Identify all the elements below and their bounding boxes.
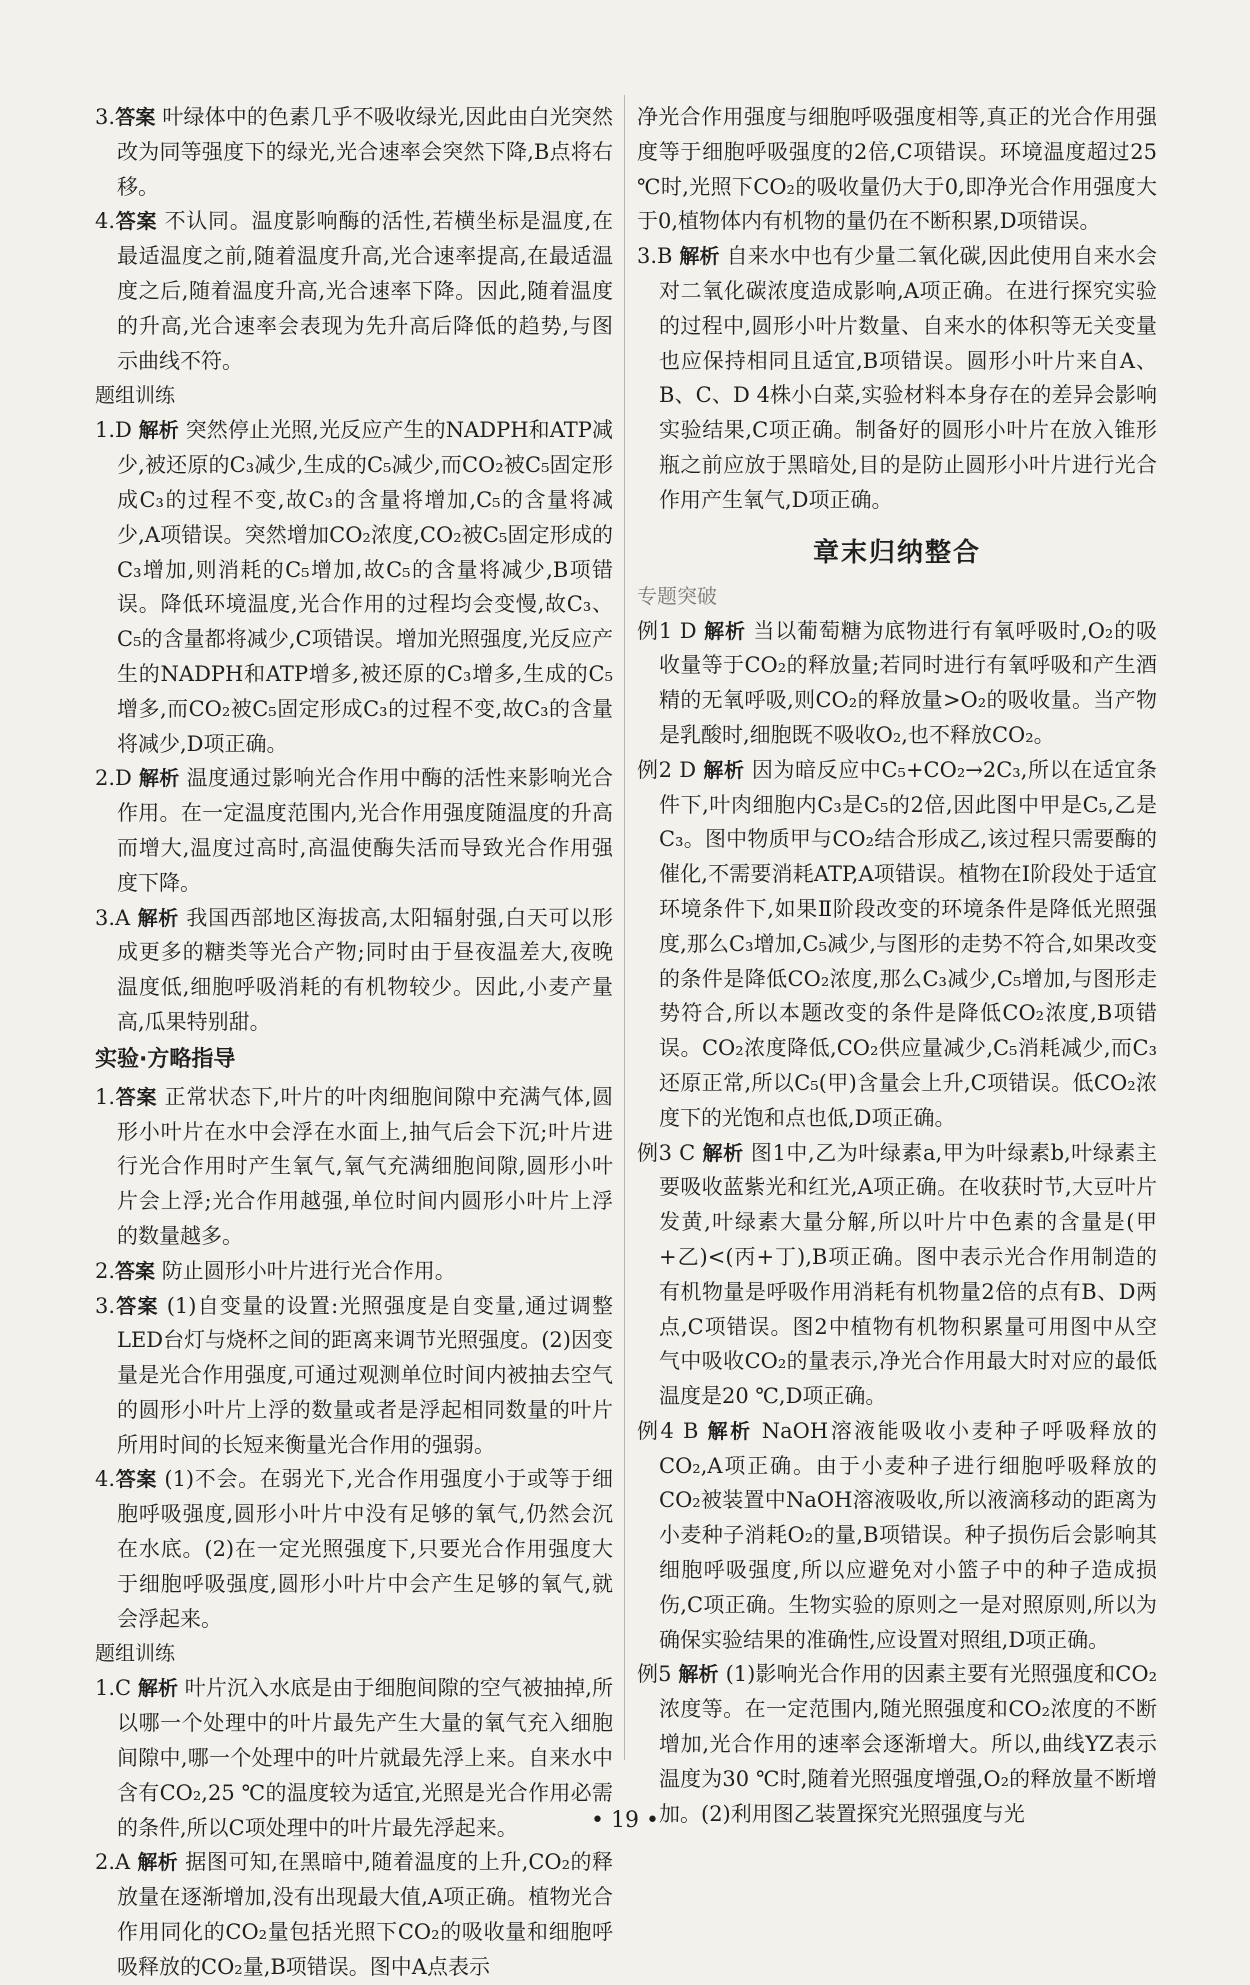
column-divider: [624, 95, 625, 1760]
analysis-label: 解析: [678, 1662, 719, 1687]
analysis-label: 解析: [137, 905, 180, 930]
answer-item: [95, 204, 613, 378]
example-item: [637, 614, 1157, 753]
chapter-title: 章末归纳整合: [812, 537, 981, 568]
example-number: 例4 B: [637, 1418, 699, 1443]
item-text: 据图可知,在黑暗中,随着温度的上升,CO₂的释放量在逐渐增加,没有出现最大值,A项正确。植物光合作用同化的CO₂量包括光照下CO₂的吸收量和细胞呼吸释放的CO₂量,B项错误。图中A点表示: [117, 1850, 613, 1979]
item-number: 2.: [95, 1258, 116, 1283]
answer-item: [95, 761, 613, 900]
analysis-label: 解析: [703, 757, 745, 782]
right-column: [637, 100, 1157, 1831]
answer-label: 答案: [115, 1467, 158, 1492]
answer-label: 答案: [115, 1293, 159, 1318]
item-number: 1.C: [95, 1676, 132, 1701]
group-training-heading: 题组训练: [95, 383, 175, 408]
item-text: 温度通过影响光合作用中酶的活性来影响光合作用。在一定温度范围内,光合作用强度随温度的升高而增大,温度过高时,高温使酶失活而导致光合作用强度下降。: [117, 766, 613, 895]
item-text: 叶片沉入水底是由于细胞间隙的空气被抽掉,所以哪一个处理中的叶片最先产生大量的氧气充入细胞间隙中,哪一个处理中的叶片就最先浮上来。自来水中含有CO₂,25 ℃的温度较为适宜,光照是光合作用必需的条件,所以C项处理中的叶片最先浮起来。: [117, 1676, 613, 1840]
item-number: 2.A: [95, 1850, 131, 1875]
item-number: 3.A: [95, 905, 131, 930]
example-item: [637, 1414, 1157, 1658]
experiment-heading: 实验·方略指导: [95, 1046, 236, 1072]
answer-item: [95, 1462, 613, 1636]
answer-item: [95, 1289, 613, 1463]
item-number: 3.: [95, 105, 116, 129]
item-number: 4.: [95, 209, 116, 234]
item-text: 因为暗反应中C₅+CO₂→2C₃,所以在适宜条件下,叶肉细胞内C₃是C₅的2倍,因此图中甲是C₅,乙是C₃。图中物质甲与CO₂结合形成乙,该过程只需要酶的催化,不需要消耗ATP,A项错误。植物在Ⅰ阶段处于适宜环境条件下,如果Ⅱ阶段改变的环境条件是降低光照强度,那么C₃增加,C₅减少,与图形的走势不符合,如果改变的条件是降低CO₂浓度,那么C₃减少,C₅增加,与图形走势符合,所以本题改变的条件是降低CO₂浓度,B项错误。CO₂浓度降低,CO₂供应量减少,C₅消耗减少,而C₃还原正常,所以C₅(甲)含量会上升,C项错误。低CO₂浓度下的光饱和点也低,D项正确。: [659, 757, 1157, 1130]
item-text: (1)不会。在弱光下,光合作用强度小于或等于细胞呼吸强度,圆形小叶片中没有足够的氧气,仍然会沉在水底。(2)在一定光照强度下,只要光合作用强度大于细胞呼吸强度,圆形小叶片中会产生足够的氧气,就会浮起来。: [117, 1467, 613, 1631]
item-number: 1.: [95, 1084, 116, 1109]
answer-item: [95, 1254, 613, 1289]
item-text: (1)自变量的设置:光照强度是自变量,通过调整LED台灯与烧杯之间的距离来调节光照强度。(2)因变量是光合作用强度,可通过观测单位时间内被抽去空气的圆形小叶片上浮的数量或者是浮起相同数量的叶片所用时间的长短来衡量光合作用的强弱。: [117, 1293, 614, 1457]
item-text: NaOH溶液能吸收小麦种子呼吸释放的CO₂,A项正确。由于小麦种子进行细胞呼吸释放的CO₂被装置中NaOH溶液吸收,所以液滴移动的距离为小麦种子消耗O₂的量,B项错误。种子损伤后会影响其细胞呼吸强度,所以应避免对小篮子中的种子造成损伤,C项正确。生物实验的原则之一是对照原则,所以为确保实验结果的准确性,应设置对照组,D项正确。: [659, 1418, 1158, 1652]
example-number: 例1 D: [637, 618, 697, 643]
analysis-label: 解析: [707, 1418, 753, 1443]
analysis-label: 解析: [137, 1850, 179, 1875]
example-item: [637, 753, 1157, 1136]
answer-label: 答案: [115, 1258, 156, 1283]
page-number: • 19 •: [591, 1808, 659, 1833]
answer-item: [95, 901, 613, 1040]
topic-heading: 专题突破: [637, 583, 717, 608]
left-column: [95, 100, 613, 1985]
analysis-label: 解析: [702, 1140, 744, 1165]
item-text: 自来水中也有少量二氧化碳,因此使用自来水会对二氧化碳浓度造成影响,A项正确。在进行探究实验的过程中,圆形小叶片数量、自来水的体积等无关变量也应保持相同且适宜,B项错误。圆形小叶片来自A、B、C、D 4株小白菜,实验材料本身存在的差异会影响实验结果,C项正确。制备好的圆形小叶片在放入锥形瓶之前应放于黑暗处,目的是防止圆形小叶片进行光合作用产生氧气,D项正确。: [659, 244, 1157, 512]
item-text: 不认同。温度影响酶的活性,若横坐标是温度,在最适温度之前,随着温度升高,光合速率提高,在最适温度之后,随着温度升高,光合速率下降。因此,随着温度的升高,光合速率会表现为先升高后降低的趋势,与图示曲线不符。: [117, 209, 613, 373]
item-text: 当以葡萄糖为底物进行有氧呼吸时,O₂的吸收量等于CO₂的释放量;若同时进行有氧呼吸和产生酒精的无氧呼吸,则CO₂的释放量>O₂的吸收量。当产物是乳酸时,细胞既不吸收O₂,也不释放CO₂。: [659, 618, 1158, 747]
analysis-label: 解析: [679, 244, 720, 269]
answer-label: 答案: [115, 209, 158, 234]
item-text: 图1中,乙为叶绿素a,甲为叶绿素b,叶绿素主要吸收蓝紫光和红光,A项正确。在收获时节,大豆叶片发黄,叶绿素大量分解,所以叶片中色素的含量是(甲+乙)<(丙+丁),B项正确。图中表示光合作用制造的有机物量是呼吸作用消耗有机物量2倍的点有B、D两点,C项错误。图2中植物有机物积累量可用图中从空气中吸收CO₂的量表示,净光合作用最大时对应的最低温度是20 ℃,D项正确。: [659, 1140, 1157, 1409]
group-training-heading: 题组训练: [95, 1641, 175, 1666]
item-text: 防止圆形小叶片进行光合作用。: [161, 1258, 456, 1283]
item-number: 1.D: [95, 418, 132, 443]
analysis-label: 解析: [704, 618, 746, 643]
continued-text: 净光合作用强度与细胞呼吸强度相等,真正的光合作用强度等于细胞呼吸强度的2倍,C项错误。环境温度超过25 ℃时,光照下CO₂的吸收量仍大于0,即净光合作用强度大于0,植物体内有机物的量仍在不断积累,D项错误。: [637, 105, 1157, 234]
item-text: 叶绿体中的色素几乎不吸收绿光,因此由白光突然改为同等强度下的绿光,光合速率会突然下降,B点将右移。: [117, 105, 613, 199]
item-number: 3.B: [637, 244, 673, 269]
item-text: 我国西部地区海拔高,太阳辐射强,白天可以形成更多的糖类等光合产物;同时由于昼夜温差大,夜晚温度低,细胞呼吸消耗的有机物较少。因此,小麦产量高,瓜果特别甜。: [117, 905, 613, 1034]
item-number: 2.D: [95, 766, 132, 791]
example-item: [637, 1136, 1157, 1414]
item-number: 4.: [95, 1467, 116, 1492]
answer-label: 答案: [115, 105, 156, 129]
item-text: (1)影响光合作用的因素主要有光照强度和CO₂浓度等。在一定范围内,随光照强度和CO₂浓度的不断增加,光合作用的速率会逐渐增大。所以,曲线YZ表示温度为30 ℃时,随着光照强度增强,O₂的释放量不断增加。(2)利用图乙装置探究光照强度与光: [659, 1662, 1157, 1826]
answer-item: [95, 413, 613, 761]
example-number: 例5: [637, 1662, 672, 1687]
analysis-label: 解析: [138, 766, 180, 791]
item-text: 正常状态下,叶片的叶肉细胞间隙中充满气体,圆形小叶片在水中会浮在水面上,抽气后会下沉;叶片进行光合作用时产生氧气,氧气充满细胞间隙,圆形小叶片会上浮;光合作用越强,单位时间内圆形小叶片上浮的数量越多。: [117, 1084, 613, 1248]
example-item: [637, 1657, 1157, 1831]
answer-item: [637, 239, 1157, 517]
answer-item: [95, 1080, 613, 1254]
analysis-label: 解析: [138, 418, 179, 443]
answer-item: [95, 100, 613, 204]
answer-label: 答案: [115, 1084, 158, 1109]
example-number: 例3 C: [637, 1140, 696, 1165]
example-number: 例2 D: [637, 757, 697, 782]
item-number: 3.: [95, 1293, 116, 1318]
answer-item: [95, 1845, 613, 1984]
item-text: 突然停止光照,光反应产生的NADPH和ATP减少,被还原的C₃减少,生成的C₅减少,而CO₂被C₅固定形成C₃的过程不变,故C₃的含量将增加,C₅的含量将减少,A项错误。突然增加CO₂浓度,CO₂被C₅固定形成的C₃增加,则消耗的C₅增加,故C₅的含量将减少,B项错误。降低环境温度,光合作用的过程均会变慢,故C₃、C₅的含量都将减少,C项错误。增加光照强度,光反应产生的NADPH和ATP增多,被还原的C₃增多,生成的C₅增多,而CO₂被C₅固定形成C₃的过程不变,故C₃的含量将减少,D项正确。: [117, 418, 613, 756]
analysis-label: 解析: [137, 1676, 179, 1701]
